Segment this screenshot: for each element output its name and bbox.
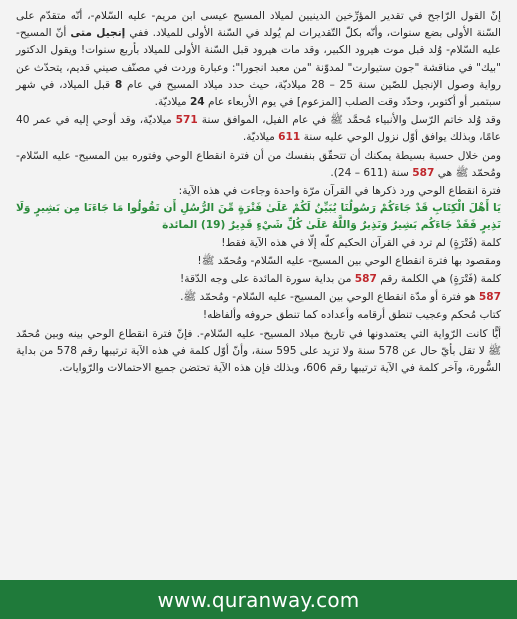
paragraph-verse-intro: فترة انقطاع الوحي ورد ذكرها في القرآن مرّة واحدة وجاءت في هذه الآية: [178, 185, 501, 198]
article-body [16, 8, 501, 377]
paragraph-conclusion: أيًّا كانت الرّواية التي يعتمدونها في تاريخ ميلاد المسيح- عليه السّلام-. فإنّ فترة انقطاع الوحي بينه وبين مُحمّد ﷺ لا تقل بأيّ حال عن 578 سنة ولا تزيد على 595 سنة، وأنّ أوّل كلمة في هذه الآية ترتيبها رقم 578 من بداية السُّورة، وآخر كلمة في الآية ترتيبها رقم 606، وبذلك فإن هذه الآية تحتضن جميع الاحتمالات والرّوايات. [16, 327, 501, 375]
site-url[interactable]: www.quranway.com [157, 587, 360, 612]
paragraph-word-position: كلمة (فَتْرَةٍ) هي الكلمة رقم 587 من بداية سورة المائدة على وجه الدّقة! [180, 273, 501, 286]
paragraph-birth-muhammad: وقد وُلد خاتم الرّسل والأنبياء مُحمَّد ﷺ في عام الفيل، الموافق سنة 571 ميلاديّة، وقد أوحي إليه في عمر 40 عامًا، وبذلك يوافق أوّل نزول الوحي عليه سنة 611 ميلاديّة. [16, 114, 501, 144]
paragraph-book-wonder: كتاب مُحكم وعجيب تنطق أرقامه وأعداده كما تنطق حروفه وألفاظه! [202, 309, 501, 322]
paragraph-period: 587 هو فترة أو مدّة انقطاع الوحي بين المسيح- عليه السّلام- ومُحمّد ﷺ. [180, 291, 501, 304]
paragraph-word-note: كلمة (فَتْرَةٍ) لم ترد في القرآن الحكيم كلّه إلّا في هذه الآية فقط! [221, 236, 501, 249]
quran-verse: يَا أَهْلَ الْكِتَابِ قَدْ جَاءَكُمْ رَسُولُنَا يُبَيِّنُ لَكُمْ عَلَىٰ فَتْرَةٍ مِّنَ الرُّسُلِ أَن تَقُولُوا مَا جَاءَنَا مِن بَشِيرٍ وَلَا نَذِيرٍ فَقَدْ جَاءَكُم بَشِيرٌ وَنَذِيرٌ وَاللَّهُ عَلَىٰ كُلِّ شَيْءٍ قَدِيرٌ (19) المائدة [16, 202, 501, 232]
site-footer [0, 580, 517, 619]
paragraph-calculation: ومن خلال حسبة بسيطة يمكنك أن تتحقّق بنفسك من أن فترة انقطاع الوحي وفتوره بين المسيح- عليه السّلام- ومُحمّد ﷺ هي 587 سنة (611 – 24). [16, 149, 501, 179]
paragraph-meaning: ومقصود بها فترة انقطاع الوحي بين المسيح- عليه السّلام- ومُحمّد ﷺ! [197, 254, 501, 267]
paragraph-intro: إنّ القول الرّاجح في تقدير المؤرِّخين الدينيين لميلاد المسيح عيسى ابن مريم- عليه السّلام-، أنّه متقدّم على السّنة الأولى بضع سنوات، وأنّه بكلّ التّقديرات لم يُولد في السّنة الأولى للميلاد. ففي إنجيل متى أنّ المسيح- عليه السّلام- وُلد قبل موت هيرود الكبير، وقد مات هيرود قبل السّنة الأولى للميلاد بأربع سنوات! ويقول الدكتور "بيك" في مناقشة "جون ستيوارت" لمدوّنة "من معبد انجورا": وعبارة وردت في مصنّف صيني قديم، يتحدّث عن رواية وصول الإنجيل للصّين سنة 25 – 28 ميلاديّة، حيث حدد ميلاد المسيح في عام 8 قبل الميلاد، في شهر سبتمبر أو أكتوبر، وحدّد وقت الصلب [المزعوم] في يوم الأربعاء عام 24 ميلاديّة. [16, 10, 501, 109]
